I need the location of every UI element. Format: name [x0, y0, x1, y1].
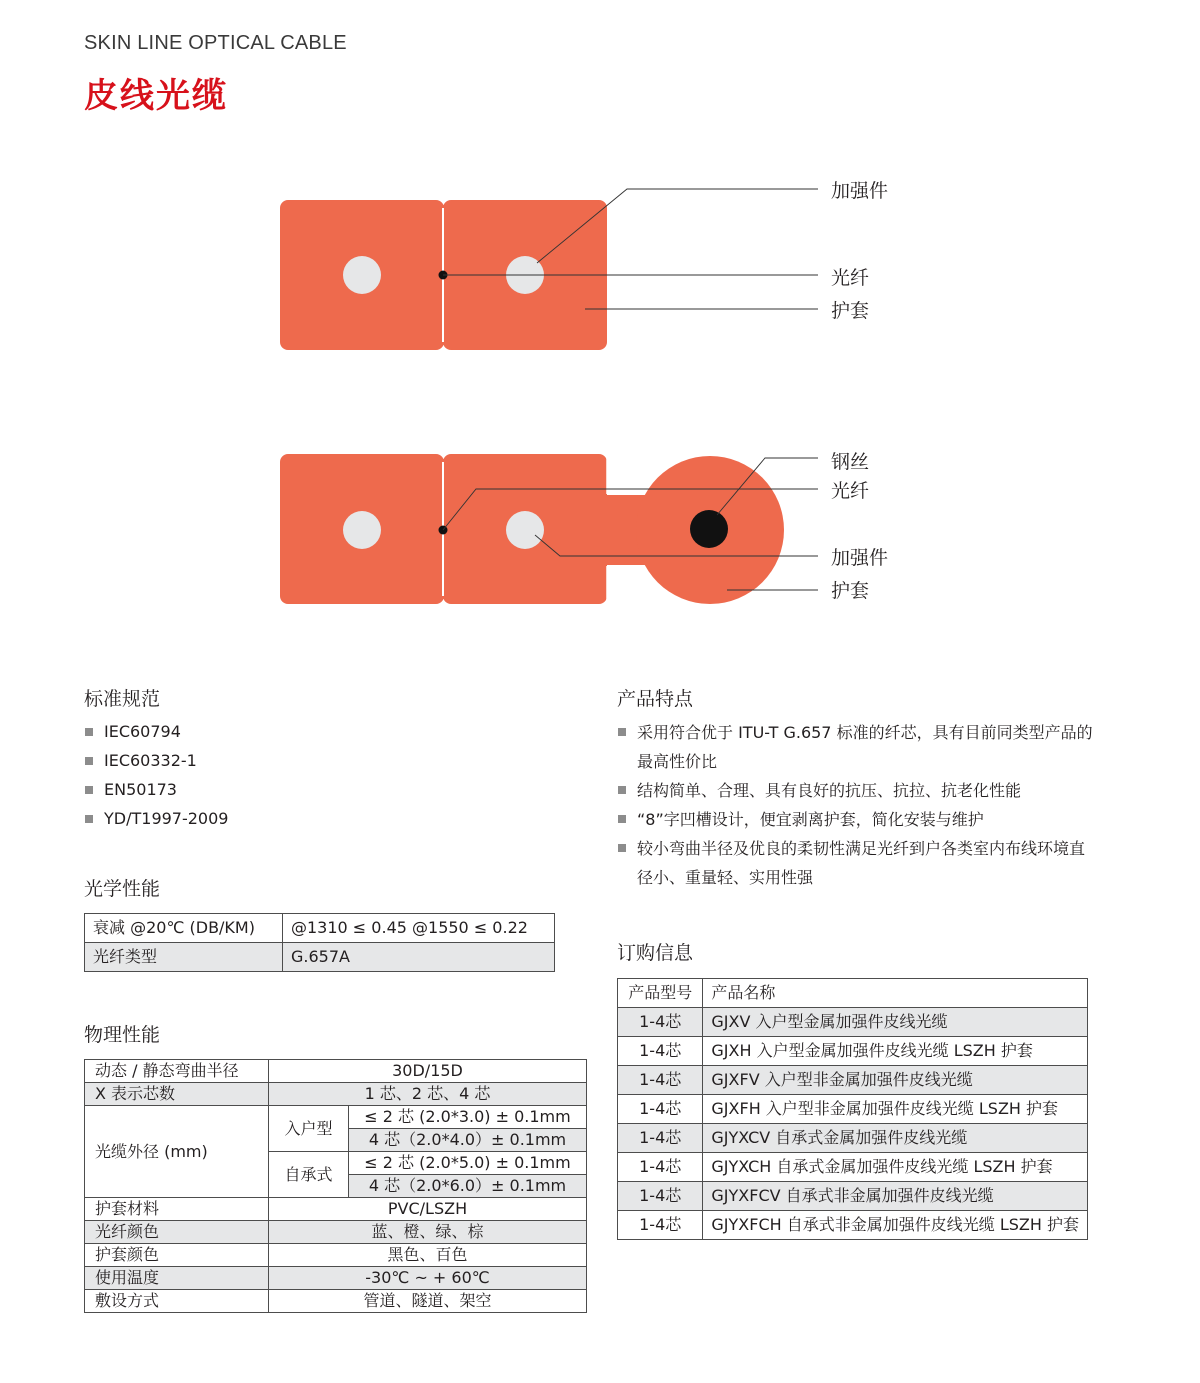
label-strength-member: 加强件 — [831, 180, 889, 202]
table-header-cell: 产品型号 — [618, 979, 703, 1008]
table-cell: 管道、隧道、架空 — [269, 1290, 587, 1313]
table-row — [85, 1221, 587, 1244]
table-cell: 1-4芯 — [618, 1124, 703, 1153]
table-cell: GJYXFCV 自承式非金属加强件皮线光缆 — [703, 1182, 1088, 1211]
table-row — [618, 1124, 1088, 1153]
bullet-icon — [618, 844, 626, 852]
page-title: 皮线光缆 — [84, 76, 228, 116]
table-cell: GJYXCV 自承式金属加强件皮线光缆 — [703, 1124, 1088, 1153]
table-cell: 动态 / 静态弯曲半径 — [85, 1060, 269, 1083]
standard-text: YD/T1997-2009 — [104, 809, 229, 828]
optical-title: 光学性能 — [84, 878, 161, 900]
table-cell: 1-4芯 — [618, 1182, 703, 1211]
table-row — [85, 1244, 587, 1267]
features-list — [617, 718, 1097, 892]
cable-cross-section-indoor — [0, 180, 1200, 360]
list-item — [617, 718, 1097, 776]
feature-text: 采用符合优于 ITU-T G.657 标准的纤芯，具有目前同类型产品的最高性价比 — [637, 723, 1093, 771]
feature-text: 结构简单、合理、具有良好的抗压、抗拉、抗老化性能 — [637, 781, 1022, 800]
table-cell: GJYXFCH 自承式非金属加强件皮线光缆 LSZH 护套 — [703, 1211, 1088, 1240]
standard-text: IEC60332-1 — [104, 751, 197, 770]
label-steel-wire: 钢丝 — [831, 451, 870, 473]
ordering-title: 订购信息 — [617, 942, 694, 964]
table-cell: X 表示芯数 — [85, 1083, 269, 1106]
table-cell: G.657A — [283, 943, 555, 972]
table-cell: 自承式 — [269, 1152, 349, 1198]
table-cell: 1-4芯 — [618, 1037, 703, 1066]
table-cell: 黑色、百色 — [269, 1244, 587, 1267]
table-row — [85, 943, 555, 972]
label-fiber: 光纤 — [831, 480, 870, 502]
table-cell: 4 芯（2.0*6.0）± 0.1mm — [349, 1175, 587, 1198]
table-cell: 1-4芯 — [618, 1211, 703, 1240]
table-cell: 护套材料 — [85, 1198, 269, 1221]
strength-member-left — [343, 511, 381, 549]
table-row — [85, 1083, 587, 1106]
table-header-cell: 产品名称 — [703, 979, 1088, 1008]
table-cell: 光纤颜色 — [85, 1221, 269, 1244]
bullet-icon — [85, 815, 93, 823]
strength-member-left — [343, 256, 381, 294]
list-item — [84, 780, 228, 809]
features-title: 产品特点 — [617, 688, 694, 710]
table-cell: PVC/LSZH — [269, 1198, 587, 1221]
table-row — [618, 1066, 1088, 1095]
table-cell: 使用温度 — [85, 1267, 269, 1290]
table-row — [618, 1037, 1088, 1066]
list-item — [617, 776, 1097, 805]
table-cell: 入户型 — [269, 1106, 349, 1152]
label-strength-member: 加强件 — [831, 547, 889, 569]
optical-table — [84, 913, 555, 972]
bullet-icon — [618, 815, 626, 823]
table-cell: GJYXCH 自承式金属加强件皮线光缆 LSZH 护套 — [703, 1153, 1088, 1182]
steel-wire — [690, 510, 728, 548]
table-row — [85, 1106, 587, 1129]
table-cell: -30℃ ~ + 60℃ — [269, 1267, 587, 1290]
table-row — [618, 1211, 1088, 1240]
table-header-row — [618, 979, 1088, 1008]
table-cell: GJXFH 入户型非金属加强件皮线光缆 LSZH 护套 — [703, 1095, 1088, 1124]
standard-text: IEC60794 — [104, 722, 181, 741]
standards-title: 标准规范 — [84, 688, 161, 710]
table-row — [85, 1060, 587, 1083]
strength-member-right — [506, 511, 544, 549]
table-cell: GJXV 入户型金属加强件皮线光缆 — [703, 1008, 1088, 1037]
table-cell: 光纤类型 — [85, 943, 283, 972]
table-cell: 光缆外径 (mm) — [85, 1106, 269, 1198]
table-cell: GJXH 入户型金属加强件皮线光缆 LSZH 护套 — [703, 1037, 1088, 1066]
table-row — [618, 1095, 1088, 1124]
list-item — [84, 722, 228, 751]
table-row — [85, 1198, 587, 1221]
physical-table — [84, 1059, 587, 1313]
label-jacket: 护套 — [831, 580, 870, 602]
feature-text: 较小弯曲半径及优良的柔韧性满足光纤到户各类室内布线环境直径小、重量轻、实用性强 — [637, 839, 1086, 887]
table-cell: 1-4芯 — [618, 1008, 703, 1037]
table-cell: ≤ 2 芯 (2.0*5.0) ± 0.1mm — [349, 1152, 587, 1175]
table-cell: 30D/15D — [269, 1060, 587, 1083]
table-row — [618, 1008, 1088, 1037]
english-title: SKIN LINE OPTICAL CABLE — [84, 32, 347, 54]
list-item — [84, 751, 228, 780]
table-cell: 1-4芯 — [618, 1153, 703, 1182]
label-fiber: 光纤 — [831, 267, 870, 289]
table-cell: GJXFV 入户型非金属加强件皮线光缆 — [703, 1066, 1088, 1095]
table-cell: 敷设方式 — [85, 1290, 269, 1313]
standards-list — [84, 722, 228, 838]
bullet-icon — [85, 786, 93, 794]
table-cell: 1 芯、2 芯、4 芯 — [269, 1083, 587, 1106]
table-cell: 衰减 @20℃ (DB/KM) — [85, 914, 283, 943]
list-item — [617, 834, 1097, 892]
bullet-icon — [85, 728, 93, 736]
table-row — [85, 914, 555, 943]
table-row — [618, 1153, 1088, 1182]
list-item — [84, 809, 228, 838]
bullet-icon — [618, 728, 626, 736]
table-row — [618, 1182, 1088, 1211]
label-jacket: 护套 — [831, 300, 870, 322]
feature-text: “8”字凹槽设计，便宜剥离护套，简化安装与维护 — [637, 810, 984, 829]
table-cell: 护套颜色 — [85, 1244, 269, 1267]
bullet-icon — [618, 786, 626, 794]
standard-text: EN50173 — [104, 780, 177, 799]
table-row — [85, 1267, 587, 1290]
physical-title: 物理性能 — [84, 1024, 161, 1046]
table-cell: 1-4芯 — [618, 1066, 703, 1095]
table-row — [85, 1290, 587, 1313]
table-cell: 1-4芯 — [618, 1095, 703, 1124]
list-item — [617, 805, 1097, 834]
table-cell: ≤ 2 芯 (2.0*3.0) ± 0.1mm — [349, 1106, 587, 1129]
table-cell: 蓝、橙、绿、棕 — [269, 1221, 587, 1244]
bullet-icon — [85, 757, 93, 765]
cable-cross-section-self-supporting — [0, 440, 1200, 620]
ordering-table — [617, 978, 1088, 1240]
table-cell: 4 芯（2.0*4.0）± 0.1mm — [349, 1129, 587, 1152]
table-cell: @1310 ≤ 0.45 @1550 ≤ 0.22 — [283, 914, 555, 943]
